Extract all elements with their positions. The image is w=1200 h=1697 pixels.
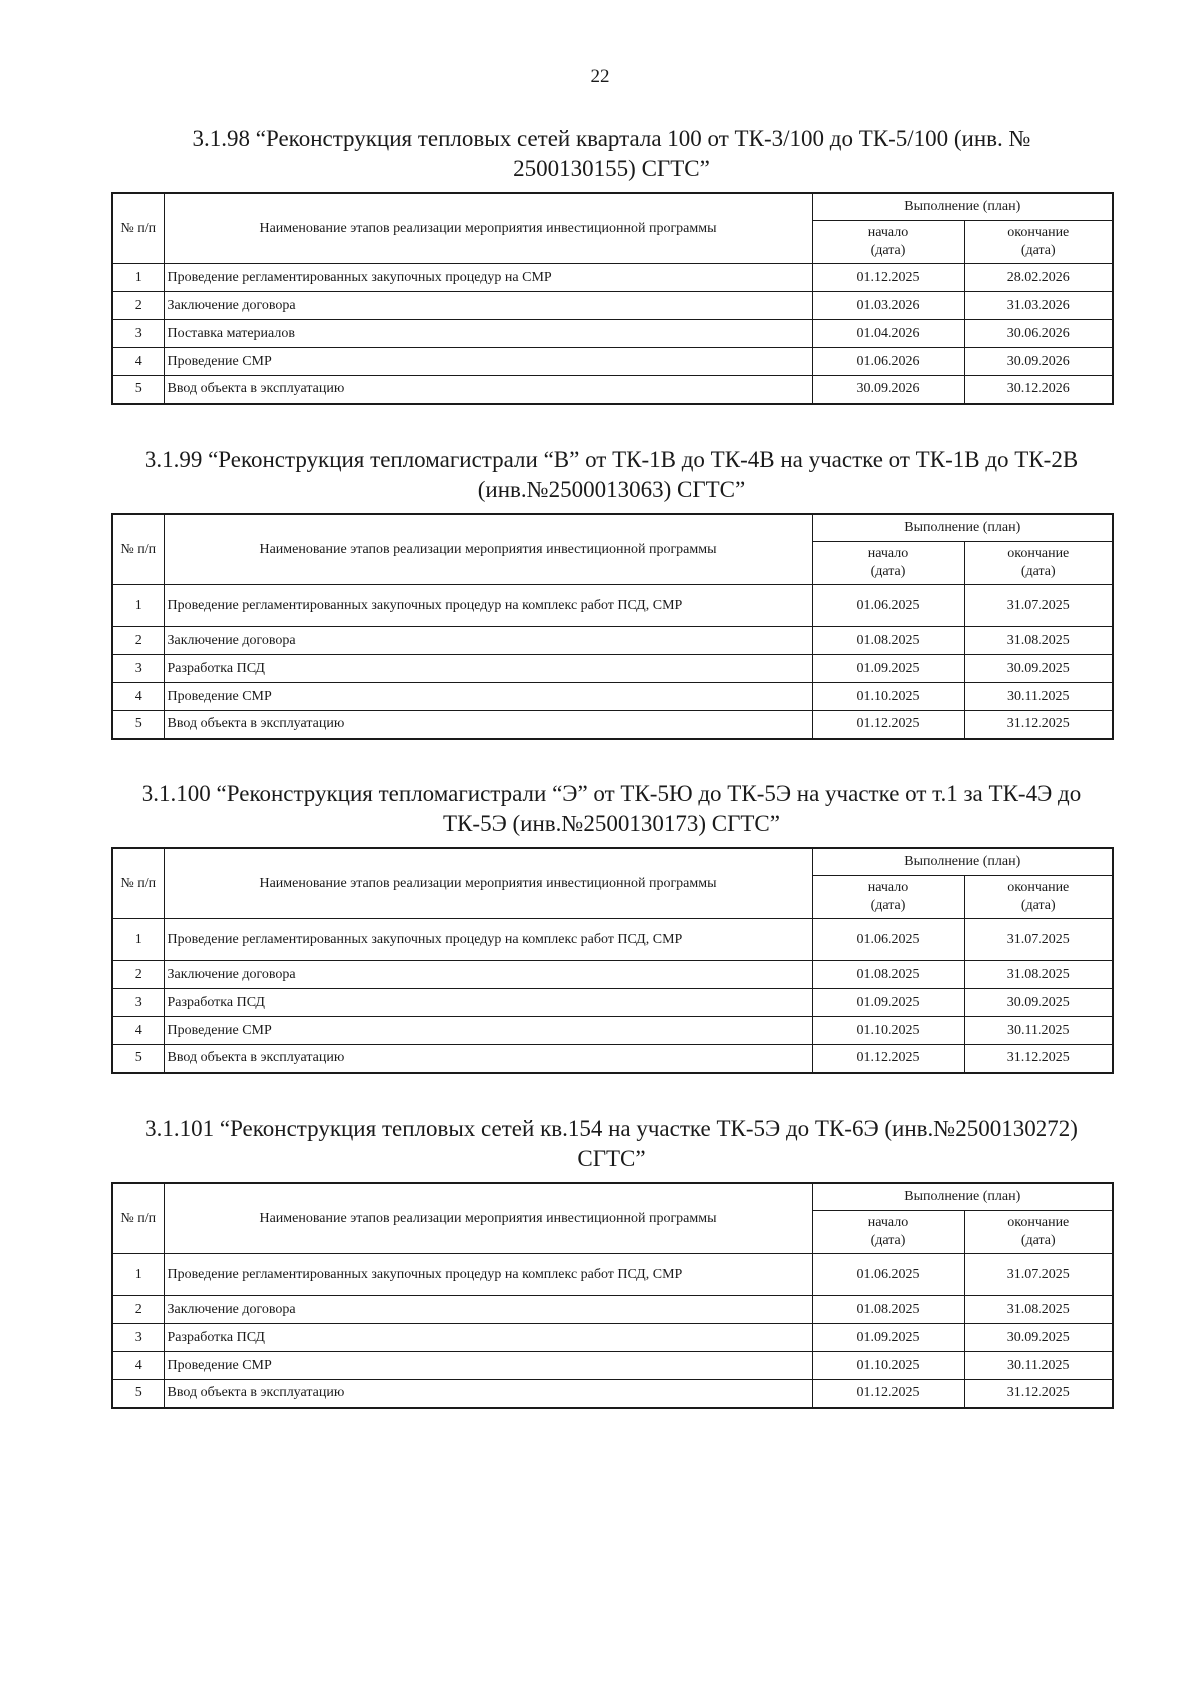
header-start-sub: (дата) — [870, 243, 906, 258]
header-num: № п/п — [112, 1183, 164, 1254]
row-num: 5 — [112, 1380, 164, 1408]
table-row — [112, 1352, 1113, 1380]
section-title-line-1: 3.1.99 “Реконструкция тепломагистрали “В” от ТК-1В до ТК-4В на участке от ТК-1В до ТК-2В — [144, 447, 1079, 472]
table-row — [112, 292, 1113, 320]
table-row — [112, 711, 1113, 739]
row-name: Проведение СМР — [164, 1352, 812, 1380]
header-start-label: начало — [867, 1215, 909, 1230]
section-3-1-98 — [111, 124, 1112, 405]
row-name: Проведение регламентированных закупочных процедур на комплекс работ ПСД, СМР — [164, 1254, 812, 1296]
row-name: Заключение договора — [164, 1296, 812, 1324]
row-end-date: 31.12.2025 — [964, 711, 1113, 739]
section-title-line-1: 3.1.100 “Реконструкция тепломагистрали “Э” от ТК-5Ю до ТК-5Э на участке от т.1 за ТК-4Э до — [141, 781, 1082, 806]
section-title-line-2: СГТС” — [577, 1146, 646, 1171]
table-row — [112, 989, 1113, 1017]
header-num: № п/п — [112, 514, 164, 585]
row-end-date: 31.07.2025 — [964, 919, 1113, 961]
section-title-line-1: 3.1.98 “Реконструкция тепловых сетей квартала 100 от ТК-3/100 до ТК-5/100 (инв. № — [192, 126, 1031, 151]
header-start-sub: (дата) — [870, 564, 906, 579]
row-name: Поставка материалов — [164, 320, 812, 348]
row-num: 1 — [112, 1254, 164, 1296]
table-row — [112, 655, 1113, 683]
section-title-line-1: 3.1.101 “Реконструкция тепловых сетей кв.154 на участке ТК-5Э до ТК-6Э (инв.№2500130272) — [145, 1116, 1078, 1141]
row-start-date: 01.09.2025 — [812, 989, 964, 1017]
row-start-date: 01.10.2025 — [812, 1017, 964, 1045]
row-start-date: 01.06.2025 — [812, 1254, 964, 1296]
header-plan: Выполнение (план) — [812, 193, 1113, 221]
row-start-date: 01.08.2025 — [812, 627, 964, 655]
section-title — [111, 445, 1112, 505]
row-num: 3 — [112, 989, 164, 1017]
row-name: Ввод объекта в эксплуатацию — [164, 711, 812, 739]
row-start-date: 01.06.2026 — [812, 348, 964, 376]
row-num: 4 — [112, 1017, 164, 1045]
row-start-date: 01.12.2025 — [812, 711, 964, 739]
header-end-label: окончание — [1007, 1215, 1070, 1230]
row-num: 2 — [112, 1296, 164, 1324]
row-start-date: 01.08.2025 — [812, 1296, 964, 1324]
row-name: Проведение СМР — [164, 683, 812, 711]
header-end — [964, 1211, 1113, 1254]
row-num: 5 — [112, 1045, 164, 1073]
header-end — [964, 876, 1113, 919]
row-num: 4 — [112, 348, 164, 376]
row-end-date: 31.12.2025 — [964, 1380, 1113, 1408]
row-num: 1 — [112, 919, 164, 961]
row-num: 1 — [112, 585, 164, 627]
header-num: № п/п — [112, 193, 164, 264]
row-end-date: 31.08.2025 — [964, 961, 1113, 989]
row-name: Проведение СМР — [164, 348, 812, 376]
row-start-date: 01.10.2025 — [812, 1352, 964, 1380]
table-row — [112, 264, 1113, 292]
section-title — [111, 779, 1112, 839]
row-end-date: 30.09.2026 — [964, 348, 1113, 376]
section-title-line-2: ТК-5Э (инв.№2500130173) СГТС” — [443, 811, 780, 836]
row-name: Проведение регламентированных закупочных процедур на комплекс работ ПСД, СМР — [164, 585, 812, 627]
row-start-date: 01.10.2025 — [812, 683, 964, 711]
row-name: Разработка ПСД — [164, 1324, 812, 1352]
row-num: 2 — [112, 292, 164, 320]
row-end-date: 30.11.2025 — [964, 1017, 1113, 1045]
row-num: 2 — [112, 627, 164, 655]
row-end-date: 31.07.2025 — [964, 1254, 1113, 1296]
header-plan: Выполнение (план) — [812, 1183, 1113, 1211]
row-end-date: 30.09.2025 — [964, 1324, 1113, 1352]
row-num: 2 — [112, 961, 164, 989]
table-row — [112, 376, 1113, 404]
header-start-label: начало — [867, 225, 909, 240]
table-row — [112, 585, 1113, 627]
section-title — [111, 1114, 1112, 1174]
row-end-date: 30.09.2025 — [964, 655, 1113, 683]
header-end — [964, 542, 1113, 585]
row-end-date: 30.06.2026 — [964, 320, 1113, 348]
row-end-date: 30.09.2025 — [964, 989, 1113, 1017]
stages-table — [111, 1182, 1114, 1409]
row-num: 3 — [112, 320, 164, 348]
row-name: Ввод объекта в эксплуатацию — [164, 376, 812, 404]
header-end-sub: (дата) — [1020, 898, 1056, 913]
row-num: 3 — [112, 655, 164, 683]
row-num: 4 — [112, 1352, 164, 1380]
row-name: Проведение СМР — [164, 1017, 812, 1045]
section-title-line-2: 2500130155) СГТС” — [513, 156, 710, 181]
header-num: № п/п — [112, 848, 164, 919]
table-row — [112, 1324, 1113, 1352]
row-end-date: 30.11.2025 — [964, 683, 1113, 711]
header-start — [812, 542, 964, 585]
row-end-date: 28.02.2026 — [964, 264, 1113, 292]
table-row — [112, 320, 1113, 348]
row-start-date: 01.09.2025 — [812, 1324, 964, 1352]
row-start-date: 01.12.2025 — [812, 1045, 964, 1073]
row-name: Заключение договора — [164, 292, 812, 320]
header-start — [812, 221, 964, 264]
row-name: Ввод объекта в эксплуатацию — [164, 1380, 812, 1408]
row-name: Заключение договора — [164, 627, 812, 655]
row-start-date: 30.09.2026 — [812, 376, 964, 404]
table-row — [112, 348, 1113, 376]
row-start-date: 01.03.2026 — [812, 292, 964, 320]
table-row — [112, 683, 1113, 711]
table-row — [112, 627, 1113, 655]
row-start-date: 01.12.2025 — [812, 1380, 964, 1408]
header-end-sub: (дата) — [1020, 1233, 1056, 1248]
header-plan: Выполнение (план) — [812, 514, 1113, 542]
row-num: 5 — [112, 376, 164, 404]
header-end-label: окончание — [1007, 546, 1070, 561]
row-start-date: 01.12.2025 — [812, 264, 964, 292]
header-end-sub: (дата) — [1020, 243, 1056, 258]
row-name: Проведение регламентированных закупочных процедур на комплекс работ ПСД, СМР — [164, 919, 812, 961]
table-row — [112, 961, 1113, 989]
row-end-date: 31.12.2025 — [964, 1045, 1113, 1073]
row-name: Заключение договора — [164, 961, 812, 989]
table-row — [112, 1254, 1113, 1296]
table-row — [112, 1296, 1113, 1324]
header-start-sub: (дата) — [870, 898, 906, 913]
stages-table — [111, 847, 1114, 1074]
row-num: 3 — [112, 1324, 164, 1352]
header-end-label: окончание — [1007, 880, 1070, 895]
table-row — [112, 1045, 1113, 1073]
header-end-label: окончание — [1007, 225, 1070, 240]
row-num: 5 — [112, 711, 164, 739]
table-row — [112, 1380, 1113, 1408]
row-num: 1 — [112, 264, 164, 292]
row-start-date: 01.06.2025 — [812, 585, 964, 627]
header-name: Наименование этапов реализации мероприятия инвестиционной программы — [164, 848, 812, 919]
header-start-sub: (дата) — [870, 1233, 906, 1248]
table-row — [112, 919, 1113, 961]
row-end-date: 30.11.2025 — [964, 1352, 1113, 1380]
table-row — [112, 1017, 1113, 1045]
page-number: 22 — [590, 66, 610, 87]
row-end-date: 31.08.2025 — [964, 1296, 1113, 1324]
row-name: Проведение регламентированных закупочных процедур на СМР — [164, 264, 812, 292]
header-start-label: начало — [867, 546, 909, 561]
header-end-sub: (дата) — [1020, 564, 1056, 579]
row-name: Разработка ПСД — [164, 989, 812, 1017]
header-name: Наименование этапов реализации мероприятия инвестиционной программы — [164, 514, 812, 585]
header-plan: Выполнение (план) — [812, 848, 1113, 876]
row-start-date: 01.09.2025 — [812, 655, 964, 683]
row-start-date: 01.04.2026 — [812, 320, 964, 348]
header-start-label: начало — [867, 880, 909, 895]
row-start-date: 01.08.2025 — [812, 961, 964, 989]
section-3-1-101 — [111, 1114, 1112, 1409]
stages-table — [111, 513, 1114, 740]
section-3-1-99 — [111, 445, 1112, 740]
row-end-date: 30.12.2026 — [964, 376, 1113, 404]
section-title-line-2: (инв.№2500013063) СГТС” — [477, 477, 746, 502]
header-start — [812, 1211, 964, 1254]
row-end-date: 31.03.2026 — [964, 292, 1113, 320]
row-end-date: 31.07.2025 — [964, 585, 1113, 627]
row-name: Ввод объекта в эксплуатацию — [164, 1045, 812, 1073]
section-3-1-100 — [111, 779, 1112, 1074]
row-name: Разработка ПСД — [164, 655, 812, 683]
row-end-date: 31.08.2025 — [964, 627, 1113, 655]
stages-table — [111, 192, 1114, 405]
row-start-date: 01.06.2025 — [812, 919, 964, 961]
section-title — [111, 124, 1112, 184]
header-name: Наименование этапов реализации мероприятия инвестиционной программы — [164, 1183, 812, 1254]
header-end — [964, 221, 1113, 264]
row-num: 4 — [112, 683, 164, 711]
header-name: Наименование этапов реализации мероприятия инвестиционной программы — [164, 193, 812, 264]
header-start — [812, 876, 964, 919]
